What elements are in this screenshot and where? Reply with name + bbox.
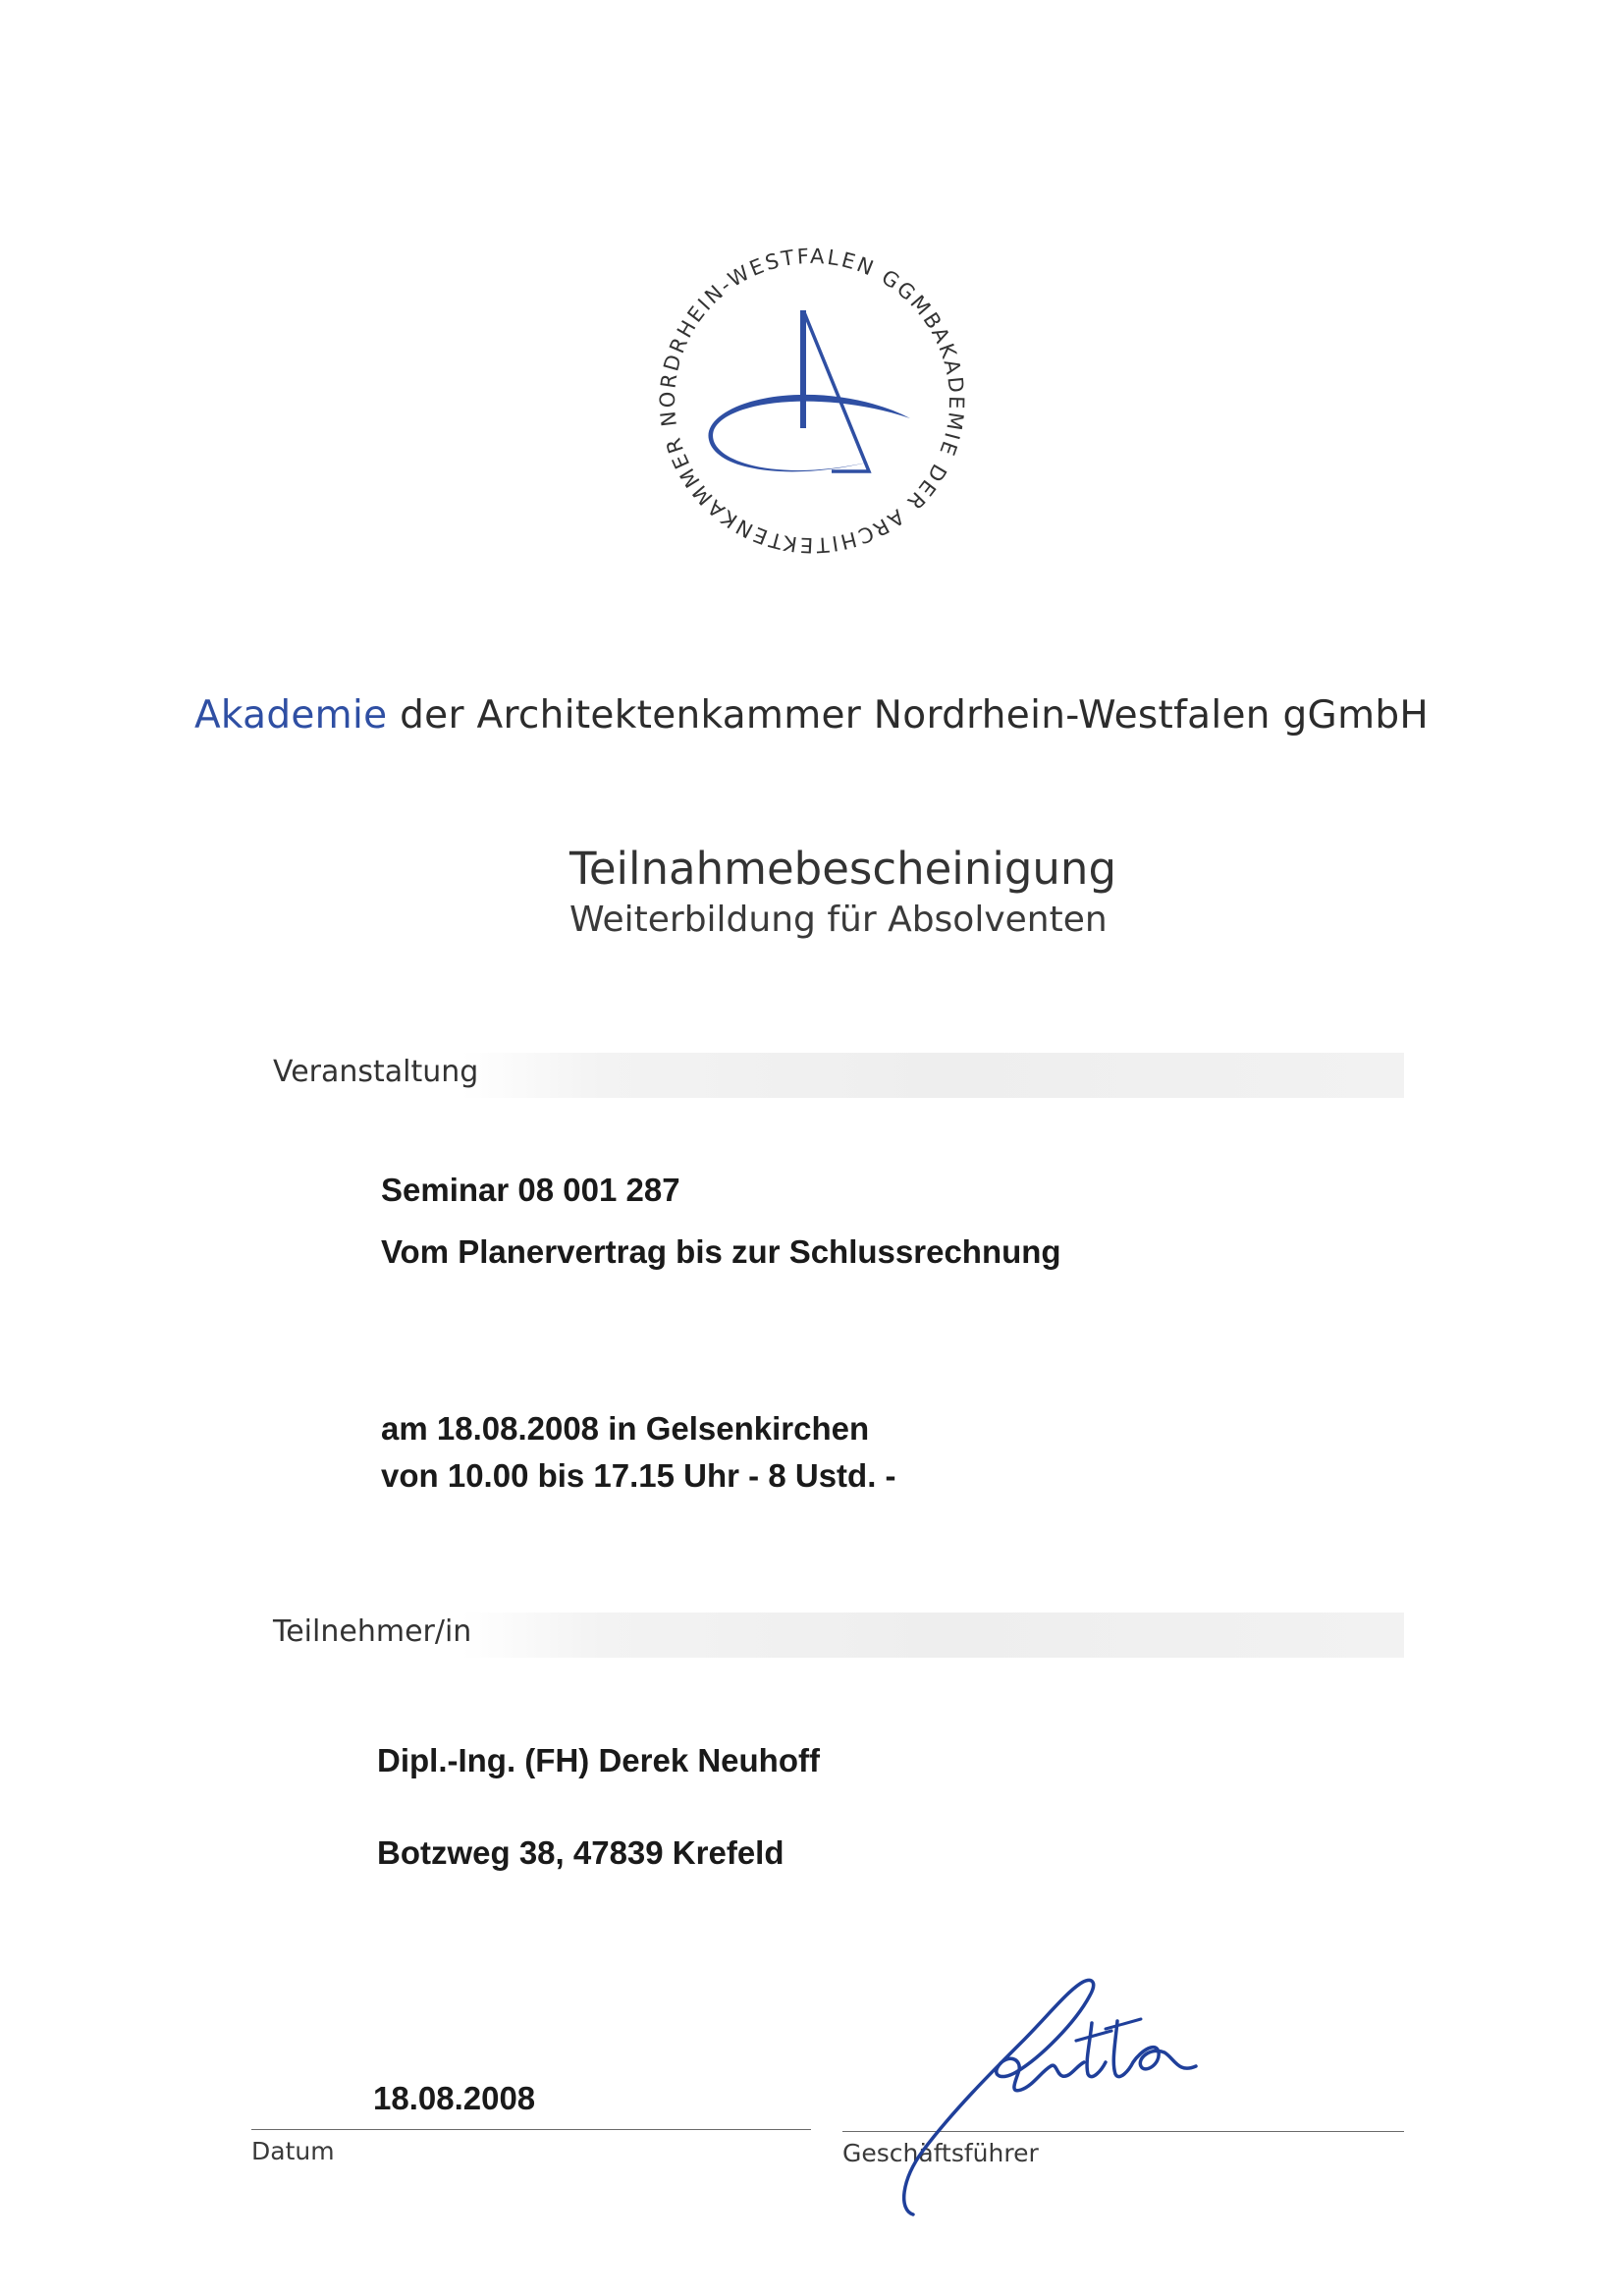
date-line: [251, 2129, 811, 2130]
event-section-label: Veranstaltung: [273, 1055, 479, 1089]
organization-name-rest: der Architektenkammer Nordrhein-Westfalen gGmbH: [400, 693, 1430, 738]
participant-name: Dipl.-Ing. (FH) Derek Neuhoff: [377, 1742, 820, 1778]
organization-name-accent: Akademie: [193, 693, 388, 738]
seminar-title: Vom Planervertrag bis zur Schlussrechnung: [381, 1233, 1061, 1270]
event-date-location: am 18.08.2008 in Gelsenkirchen: [381, 1410, 870, 1447]
issue-date-value: 18.08.2008: [373, 2080, 536, 2116]
seminar-number: Seminar 08 001 287: [381, 1172, 680, 1208]
participant-section-label: Teilnehmer/in: [273, 1614, 472, 1649]
handwritten-signature: [884, 1964, 1237, 2229]
date-label: Datum: [251, 2137, 335, 2165]
participant-address: Botzweg 38, 47839 Krefeld: [377, 1834, 784, 1871]
document-subtitle: Weiterbildung für Absolventen: [569, 900, 1108, 940]
academy-seal-logo: [635, 224, 989, 577]
document-title: Teilnahmebescheinigung: [569, 843, 1117, 895]
organization-name: [0, 693, 1623, 738]
seal-text: AKADEMIE DER ARCHITEKTENKAMMER NORDRHEIN-WESTFALEN GGMBH: [655, 244, 969, 558]
signatory-label: Geschäftsführer: [842, 2139, 1039, 2167]
event-time-hours: von 10.00 bis 17.15 Uhr - 8 Ustd. -: [381, 1457, 896, 1494]
